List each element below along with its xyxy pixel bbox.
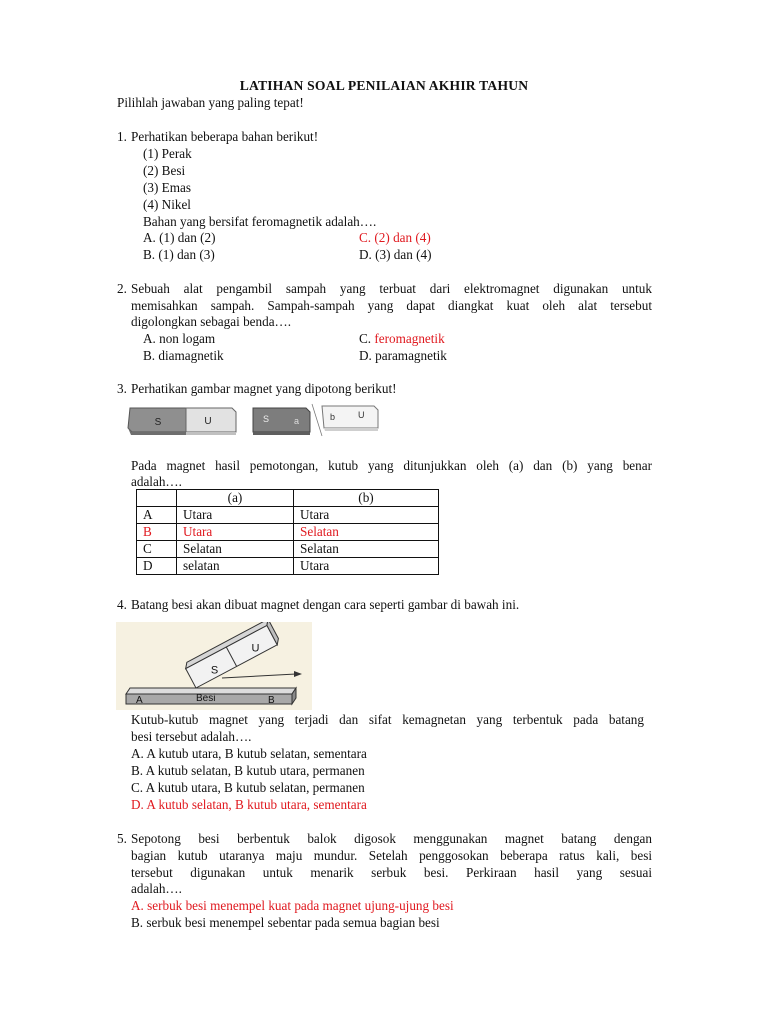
table-row xyxy=(137,541,439,558)
question-number: 3. xyxy=(117,381,127,396)
question-line: memisahkan sampah. Sampah-sampah yang dapat diangkat kuat oleh alat tersebut xyxy=(131,298,652,313)
option-b: B. diamagnetik xyxy=(143,348,224,363)
table-row xyxy=(137,507,439,524)
table-cell: Utara xyxy=(294,507,439,524)
question-number: 5. xyxy=(117,831,127,846)
answer-table xyxy=(136,489,439,575)
pole-label-s: S xyxy=(210,664,219,677)
option-c-answer: feromagnetik xyxy=(374,331,445,346)
page-title: LATIHAN SOAL PENILAIAN AKHIR TAHUN xyxy=(239,78,529,93)
rubbing-magnet-figure xyxy=(116,622,312,710)
table-cell: Selatan xyxy=(177,541,294,558)
table-cell: selatan xyxy=(177,558,294,575)
option-d: D. paramagnetik xyxy=(359,348,447,363)
option-b: B. (1) dan (3) xyxy=(143,247,215,262)
list-item: (1) Perak xyxy=(143,146,192,161)
option-b: B. A kutub selatan, B kutub utara, permanen xyxy=(131,763,365,778)
end-label-b: B xyxy=(268,695,275,706)
cut-magnet-figure xyxy=(126,398,386,440)
instruction: Pilihlah jawaban yang paling tepat! xyxy=(117,95,304,110)
table-cell: Utara xyxy=(177,524,294,541)
option-d: D. (3) dan (4) xyxy=(359,247,432,262)
pole-label-s: S xyxy=(154,417,162,428)
table-cell: (a) xyxy=(177,490,294,507)
pole-label-a: a xyxy=(294,416,300,426)
table-cell: A xyxy=(137,507,177,524)
option-a: A. non logam xyxy=(143,331,216,346)
question-stem: Perhatikan beberapa bahan berikut! xyxy=(131,129,319,144)
table-cell: Utara xyxy=(294,558,439,575)
question-line: adalah…. xyxy=(131,881,182,896)
pole-label-s: S xyxy=(263,414,270,424)
cut-line xyxy=(312,404,322,436)
end-label-a: A xyxy=(136,695,143,706)
question-stem: Perhatikan gambar magnet yang dipotong berikut! xyxy=(131,381,397,396)
pole-label-u: U xyxy=(358,410,365,420)
question-line: Sepotong besi berbentuk balok digosok menggunakan magnet batang dengan xyxy=(131,831,652,846)
table-row xyxy=(137,558,439,575)
table-cell: (b) xyxy=(294,490,439,507)
option-a: A. A kutub utara, B kutub selatan, sementara xyxy=(131,746,367,761)
question-stem: Batang besi akan dibuat magnet dengan cara seperti gambar di bawah ini. xyxy=(131,597,520,612)
table-header-row xyxy=(137,490,439,507)
question-line: tersebut digunakan untuk menarik serbuk besi. Perkiraan hasil yang sesuai xyxy=(131,865,652,880)
option-a: A. (1) dan (2) xyxy=(143,230,216,245)
table-row-answer xyxy=(137,524,439,541)
list-item: (3) Emas xyxy=(143,180,191,195)
option-c-answer: C. (2) dan (4) xyxy=(359,230,431,245)
option-b: B. serbuk besi menempel sebentar pada semua bagian besi xyxy=(131,915,440,930)
table-cell: Utara xyxy=(177,507,294,524)
option-c xyxy=(359,330,445,347)
bar-label-besi: Besi xyxy=(196,693,216,704)
table-cell: Selatan xyxy=(294,524,439,541)
question-prompt: Bahan yang bersifat feromagnetik adalah…. xyxy=(143,214,377,229)
question-line: besi tersebut adalah…. xyxy=(131,729,252,744)
question-line: adalah…. xyxy=(131,474,182,489)
pole-label-u: U xyxy=(251,642,260,655)
table-cell: D xyxy=(137,558,177,575)
option-a-answer: A. serbuk besi menempel kuat pada magnet ujung-ujung besi xyxy=(131,898,454,913)
question-line: Kutub-kutub magnet yang terjadi dan sifat kemagnetan yang terbentuk pada batang xyxy=(131,712,644,727)
question-line: digolongkan sebagai benda…. xyxy=(131,314,292,329)
question-number: 1. xyxy=(117,129,127,144)
list-item: (4) Nikel xyxy=(143,197,191,212)
question-number: 2. xyxy=(117,281,127,296)
question-number: 4. xyxy=(117,597,127,612)
table-cell: C xyxy=(137,541,177,558)
question-line: bagian kutub utaranya maju mundur. Setelah penggosokan beberapa ratus kali, besi xyxy=(131,848,652,863)
table-cell: Selatan xyxy=(294,541,439,558)
option-letter: C. xyxy=(359,331,372,346)
table-cell: B xyxy=(137,524,177,541)
option-c: C. A kutub utara, B kutub selatan, permanen xyxy=(131,780,365,795)
pole-label-u: U xyxy=(204,416,212,427)
option-d-answer: D. A kutub selatan, B kutub utara, sementara xyxy=(131,797,367,812)
pole-label-b: b xyxy=(330,412,336,422)
list-item: (2) Besi xyxy=(143,163,186,178)
table-cell xyxy=(137,490,177,507)
question-line: Pada magnet hasil pemotongan, kutub yang ditunjukkan oleh (a) dan (b) yang benar xyxy=(131,458,652,473)
question-line: Sebuah alat pengambil sampah yang terbuat dari elektromagnet digunakan untuk xyxy=(131,281,652,296)
